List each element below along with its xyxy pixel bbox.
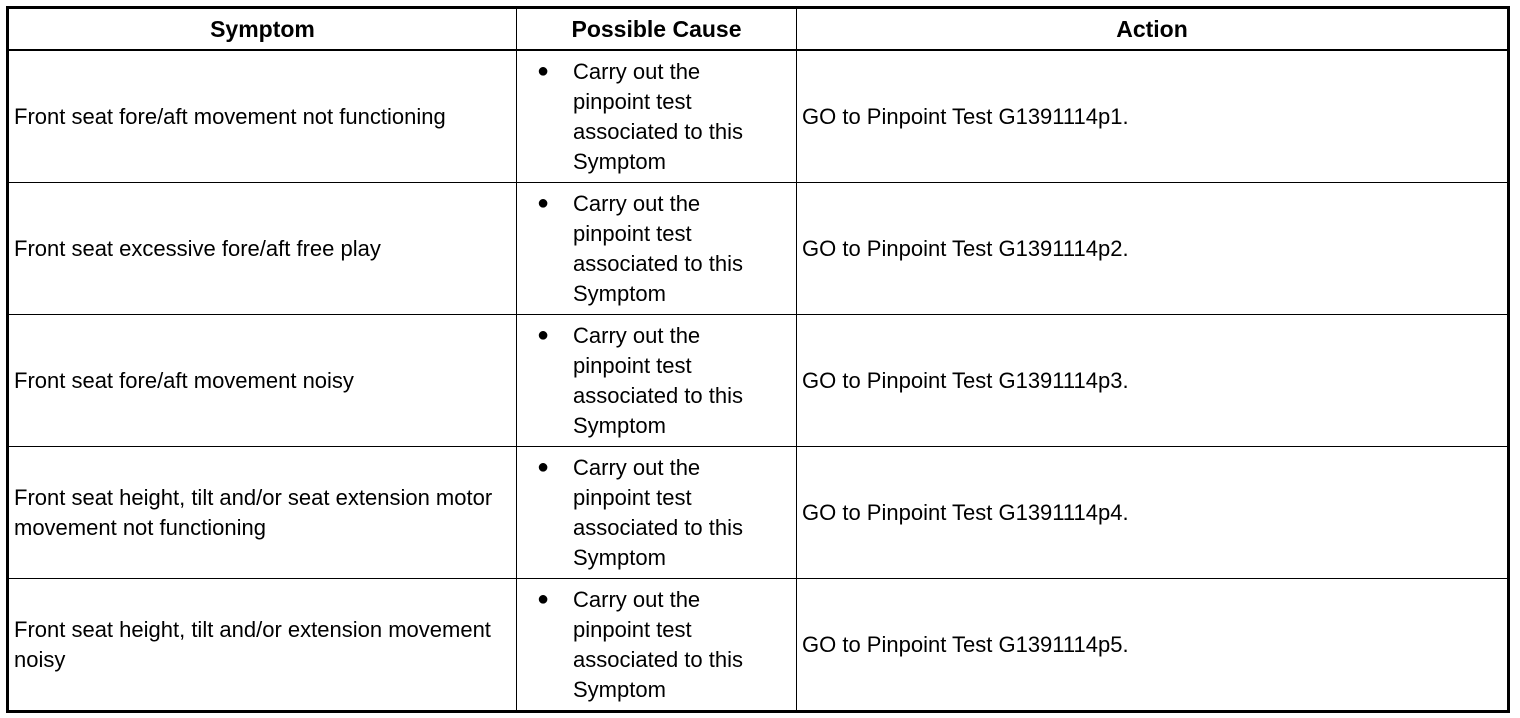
possible-cause-text: Carry out the pinpoint test associated to this Symptom: [573, 586, 743, 702]
possible-cause-text: Carry out the pinpoint test associated to this Symptom: [573, 190, 743, 306]
symptom-cell: Front seat height, tilt and/or seat extension motor movement not functioning: [8, 447, 517, 579]
table-row: [8, 579, 1509, 712]
action-cell: GO to Pinpoint Test G1391114p1.: [797, 50, 1509, 183]
bullet-icon: ●: [537, 191, 550, 214]
action-cell: GO to Pinpoint Test G1391114p2.: [797, 183, 1509, 315]
table-row: [8, 183, 1509, 315]
table-row: [8, 50, 1509, 183]
header-action: Action: [797, 8, 1509, 51]
symptom-cell: Front seat fore/aft movement not functioning: [8, 50, 517, 183]
bullet-icon: ●: [537, 455, 550, 478]
symptom-cell: Front seat excessive fore/aft free play: [8, 183, 517, 315]
table-row: [8, 315, 1509, 447]
table-row: [8, 447, 1509, 579]
symptom-cell: Front seat fore/aft movement noisy: [8, 315, 517, 447]
action-cell: GO to Pinpoint Test G1391114p3.: [797, 315, 1509, 447]
action-cell: GO to Pinpoint Test G1391114p4.: [797, 447, 1509, 579]
possible-cause-text: Carry out the pinpoint test associated to this Symptom: [573, 322, 743, 438]
possible-cause-cell: [517, 447, 797, 579]
table-header-row: [8, 8, 1509, 51]
bullet-icon: ●: [537, 323, 550, 346]
possible-cause-text: Carry out the pinpoint test associated to this Symptom: [573, 58, 743, 174]
bullet-icon: ●: [537, 59, 550, 82]
bullet-icon: ●: [537, 587, 550, 610]
possible-cause-cell: [517, 579, 797, 712]
possible-cause-cell: [517, 315, 797, 447]
possible-cause-cell: [517, 50, 797, 183]
possible-cause-text: Carry out the pinpoint test associated to this Symptom: [573, 454, 743, 570]
action-cell: GO to Pinpoint Test G1391114p5.: [797, 579, 1509, 712]
header-possible-cause: Possible Cause: [517, 8, 797, 51]
symptom-chart-table: [6, 6, 1510, 713]
header-symptom: Symptom: [8, 8, 517, 51]
symptom-cell: Front seat height, tilt and/or extension movement noisy: [8, 579, 517, 712]
possible-cause-cell: [517, 183, 797, 315]
